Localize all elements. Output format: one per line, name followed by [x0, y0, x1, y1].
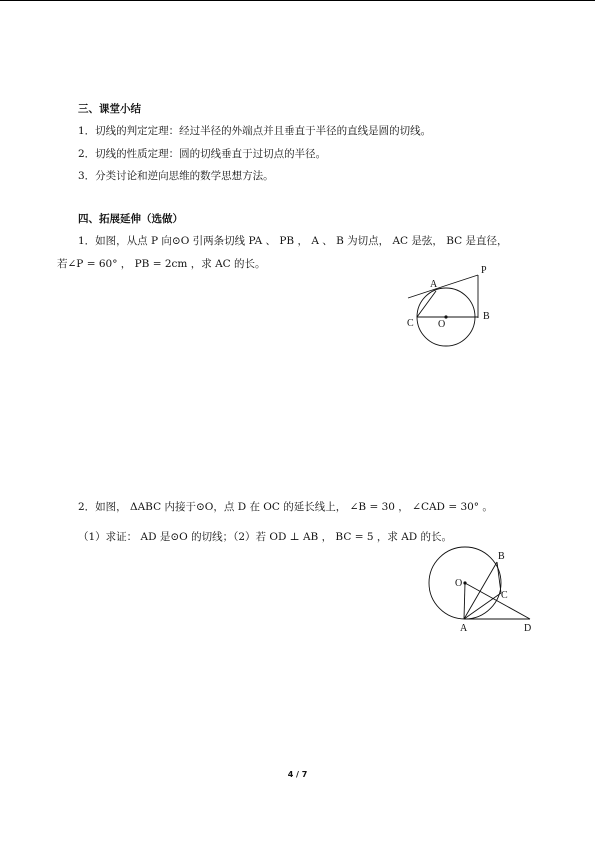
section-heading-extension: 四、拓展延伸（选做） — [78, 213, 183, 225]
section-heading-summary: 三、课堂小结 — [78, 103, 141, 115]
figure-problem2 — [420, 540, 550, 635]
label-p: P — [481, 265, 487, 276]
problem2-line1: 2．如图， ΔABC 内接于⊙O，点 D 在 OC 的延长线上， ∠B = 30 ， ∠CAD = 30° 。 — [78, 501, 493, 513]
segment-oa — [464, 583, 465, 619]
summary-item-2: 2．切线的性质定理：圆的切线垂直于过切点的半径。 — [78, 148, 327, 160]
label-o: O — [438, 319, 446, 330]
summary-item-1: 1．切线的判定定理：经过半径的外端点并且垂直于半径的直线是圆的切线。 — [78, 125, 432, 137]
top-rule — [0, 0, 595, 1]
label-a: A — [430, 279, 438, 290]
problem1-line1: 1．如图，从点 P 向⊙O 引两条切线 PA 、 PB ， A 、 B 为切点， AC 是弦， BC 是直径， — [78, 235, 508, 247]
tangent-pa — [408, 275, 478, 298]
problem2-line2: （1）求证： AD 是⊙O 的切线；（2）若 OD ⊥ AB ， BC = 5 ，求 AD 的长。 — [78, 531, 453, 543]
segment-ab — [464, 562, 497, 619]
problem1-line2: 若∠P = 60° ， PB = 2cm ，求 AC 的长。 — [57, 258, 266, 270]
figure-problem1 — [400, 262, 510, 362]
page-number: 4 / 7 — [287, 770, 308, 779]
label-a2: A — [460, 623, 468, 634]
label-c2: C — [501, 590, 508, 601]
segment-ac — [464, 593, 501, 619]
label-d2: D — [524, 623, 532, 634]
center-point-2 — [463, 581, 466, 584]
label-b: B — [483, 311, 490, 322]
summary-item-3: 3．分类讨论和逆向思维的数学思想方法。 — [78, 170, 274, 182]
label-o2: O — [455, 578, 463, 589]
label-c: C — [407, 318, 414, 329]
label-b2: B — [498, 551, 505, 562]
